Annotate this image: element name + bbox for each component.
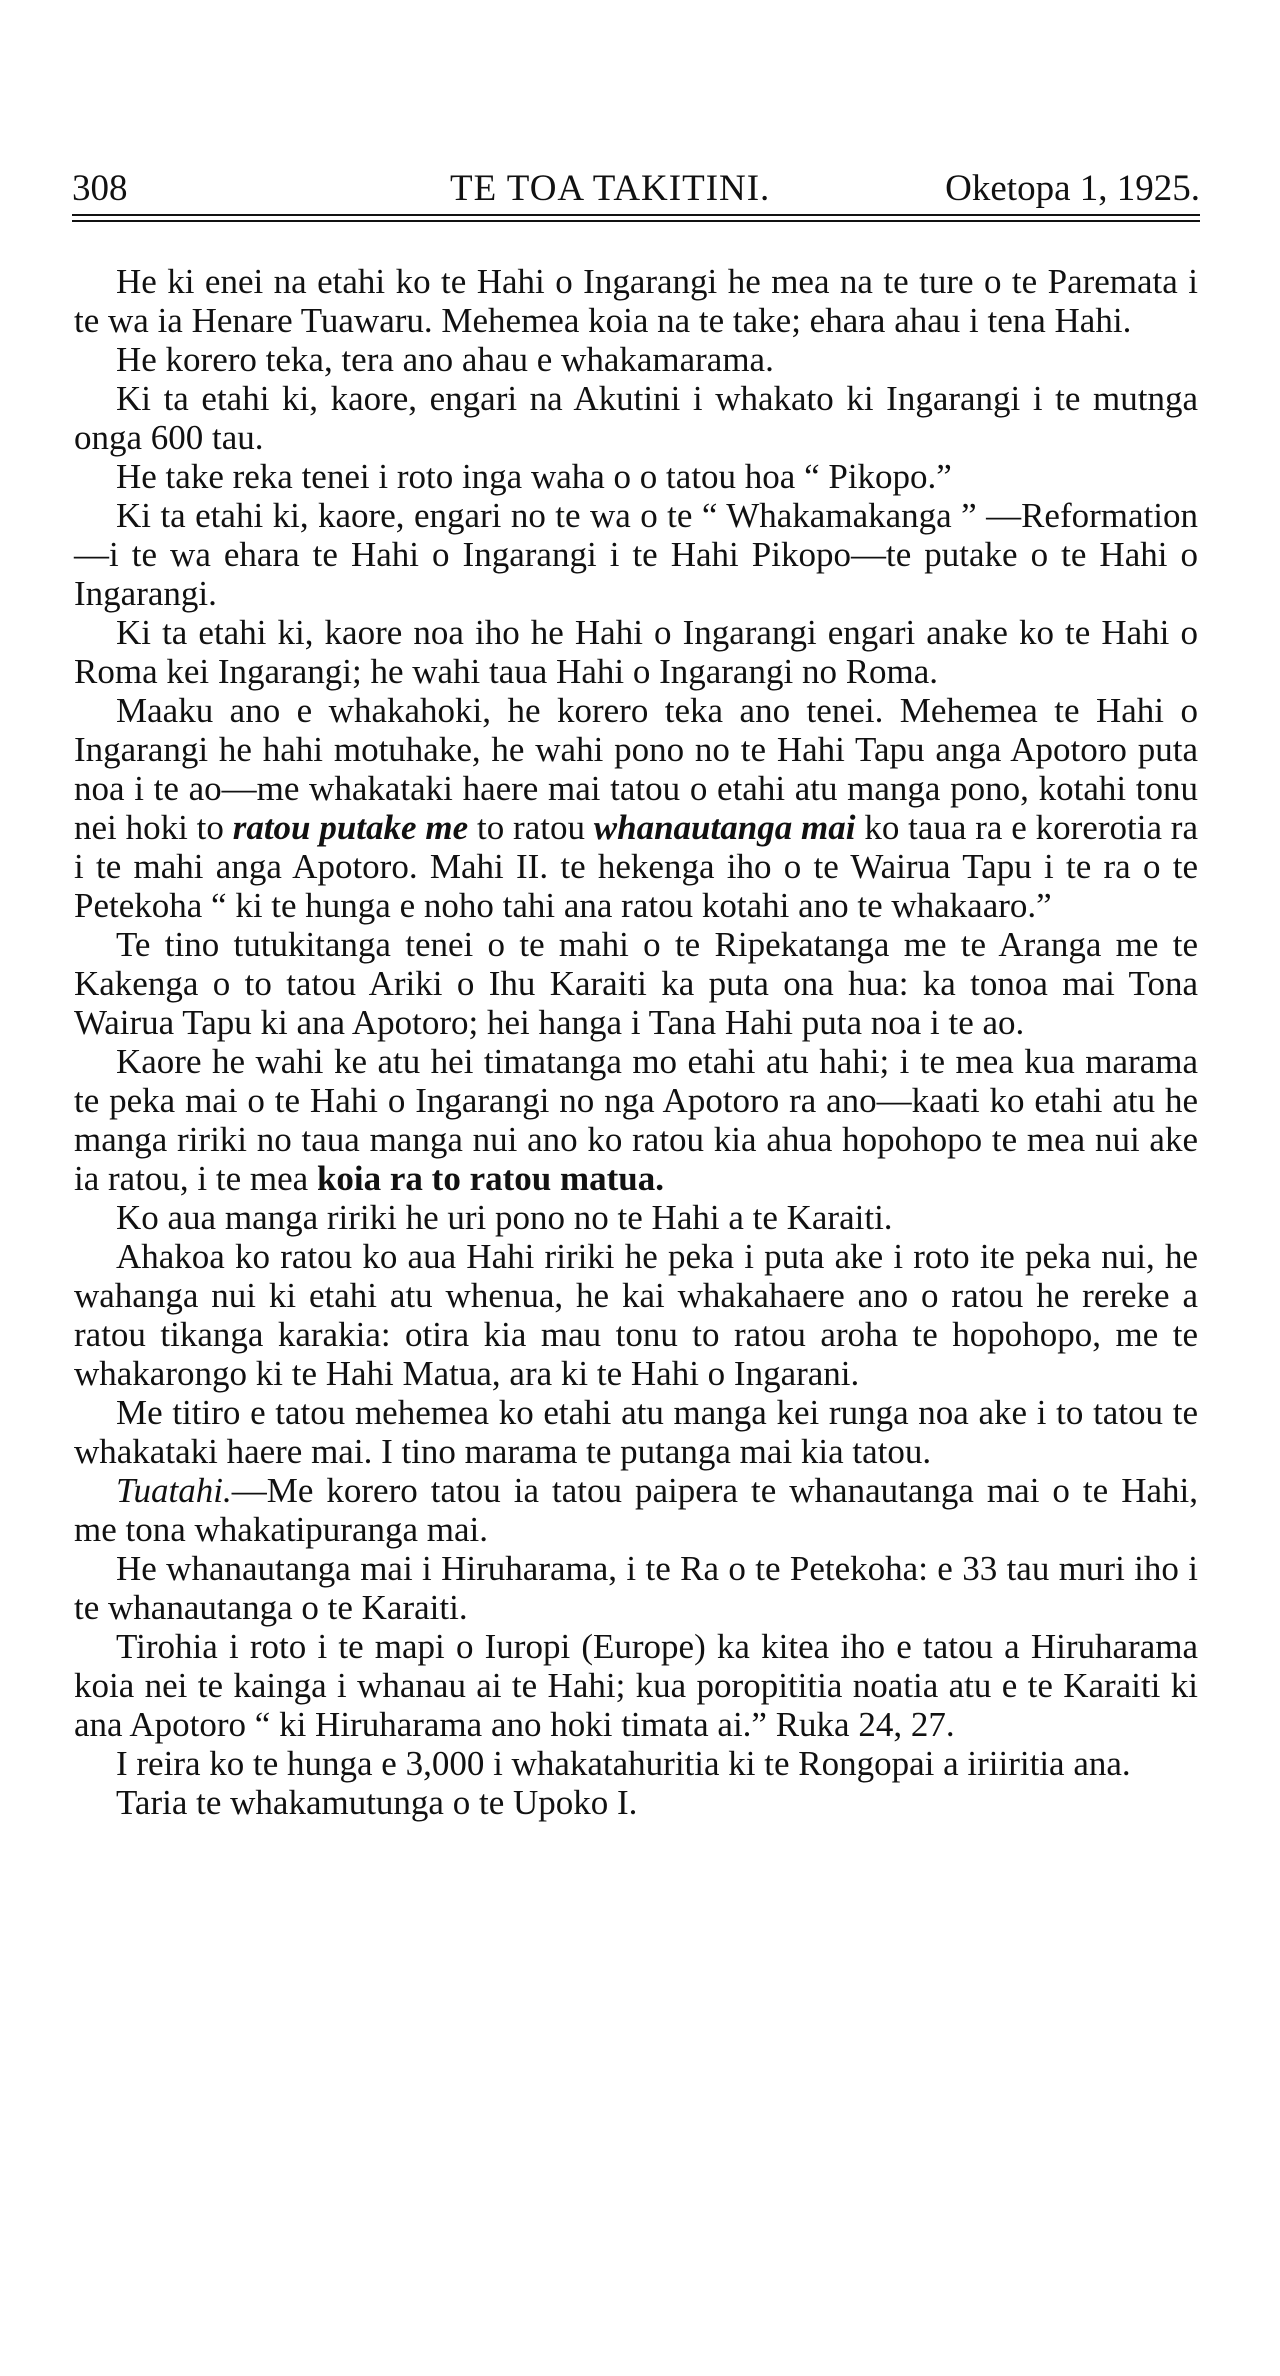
publication-title: TE TOA TAKITINI. — [450, 168, 771, 209]
paragraph-text: Maaku ano e whakahoki, he korero teka ano tenei. Mehemea te Hahi o Ingarangi he hahi motuhake, he wahi pono no te Hahi Tapu anga Apotoro puta noa i te ao—me whakataki haere mai tatou o etahi atu manga pono, kotahi tonu nei hoki to — [74, 691, 1198, 847]
emphasis-text: koia ra to ratou matua. — [316, 1159, 665, 1198]
paragraph — [74, 1198, 1198, 1237]
paragraph-text: Te tino tutukitanga tenei o te mahi o te Ripekatanga me te Aranga me te Kakenga o to tatou Ariki o Ihu Karaiti ka puta ona hua: ka tonoa mai Tona Wairua Tapu ki ana Apotoro; hei hanga i Tana Hahi puta noa i te ao. — [74, 925, 1198, 1042]
paragraph-text: He take reka tenei i roto inga waha o o tatou hoa “ Pikopo.” — [116, 457, 952, 496]
running-header — [72, 166, 1200, 212]
paragraph-text: Kaore he wahi ke atu hei timatanga mo etahi atu hahi; i te mea kua marama te peka mai o te Hahi o Ingarangi no nga Apotoro ra ano—kaati ko etahi atu he manga ririki no taua manga nui ano ko ratou kia ahua hopohopo te mea nui ake ia ratou, i te mea — [74, 1042, 1198, 1198]
paragraph — [74, 1042, 1198, 1198]
paragraph-text: I reira ko te hunga e 3,000 i whakatahuritia ki te Rongopai a iriiritia ana. — [116, 1744, 1131, 1783]
paragraph — [74, 496, 1198, 613]
paragraph-text: He ki enei na etahi ko te Hahi o Ingarangi he mea na te ture o te Paremata i te wa ia Henare Tuawaru. Mehemea koia na te take; ehara ahau i tena Hahi. — [74, 262, 1198, 340]
paragraph-text: Ki ta etahi ki, kaore, engari na Akutini i whakato ki Ingarangi i te mutnga onga 600 tau. — [74, 379, 1198, 457]
paragraph — [74, 1393, 1198, 1471]
paragraph — [74, 613, 1198, 691]
emphasis-text: ratou putake me — [232, 808, 469, 847]
paragraph-text: He korero teka, tera ano ahau e whakamarama. — [116, 340, 774, 379]
page-number: 308 — [72, 168, 128, 209]
issue-date: Oketopa 1, 1925. — [945, 168, 1200, 209]
paragraph — [74, 1783, 1198, 1822]
paragraph — [74, 1237, 1198, 1393]
paragraph-text: Taria te whakamutunga o te Upoko I. — [116, 1783, 638, 1822]
paragraph — [74, 262, 1198, 340]
paragraph — [74, 1549, 1198, 1627]
paragraph-text: —Me korero tatou ia tatou paipera te whanautanga mai o te Hahi, me tona whakatipuranga mai. — [74, 1471, 1198, 1549]
paragraph — [74, 691, 1198, 925]
paragraph-text: He whanautanga mai i Hiruharama, i te Ra o te Petekoha: e 33 tau muri iho i te whanautanga o te Karaiti. — [74, 1549, 1198, 1627]
paragraph — [74, 925, 1198, 1042]
paragraph-text: Ahakoa ko ratou ko aua Hahi ririki he peka i puta ake i roto ite peka nui, he wahanga nui ki etahi atu whenua, he kai whakahaere ano o ratou he rereke a ratou tikanga karakia: otira kia mau tonu to ratou aroha te hopohopo, me te whakarongo ki te Hahi Matua, ara ki te Hahi o Ingarani. — [74, 1237, 1198, 1393]
header-rule-top — [72, 214, 1200, 216]
paragraph-text: ko taua ra e korerotia ra i te mahi anga Apotoro. Mahi II. te hekenga iho o te Wairua Tapu i te ra o te Petekoha “ ki te hunga e noho tahi ana ratou kotahi ano te whakaaro.” — [74, 808, 1198, 925]
paragraph-text: Tirohia i roto i te mapi o Iuropi (Europe) ka kitea iho e tatou a Hiruharama koia nei te kainga i whanau ai te Hahi; kua poropititia noatia atu e te Karaiti ki ana Apotoro “ ki Hiruharama ano hoki timata ai.” Ruka 24, 27. — [74, 1627, 1198, 1744]
paragraph — [74, 379, 1198, 457]
article-body — [74, 262, 1198, 1822]
paragraph — [74, 1471, 1198, 1549]
paragraph — [74, 457, 1198, 496]
paragraph-text: Me titiro e tatou mehemea ko etahi atu manga kei runga noa ake i to tatou te whakataki haere mai. I tino marama te putanga mai kia tatou. — [74, 1393, 1198, 1471]
paragraph-text: to ratou — [468, 808, 594, 847]
header-rule-bottom — [72, 220, 1200, 222]
emphasis-text: Tuatahi. — [116, 1471, 232, 1510]
paragraph-text: Ko aua manga ririki he uri pono no te Hahi a te Karaiti. — [116, 1198, 893, 1237]
paragraph — [74, 1627, 1198, 1744]
paragraph-text: Ki ta etahi ki, kaore, engari no te wa o te “ Whakamakanga ” —Reformation—i te wa ehara te Hahi o Ingarangi i te Hahi Pikopo—te putake o te Hahi o Ingarangi. — [74, 496, 1198, 613]
paragraph-text: Ki ta etahi ki, kaore noa iho he Hahi o Ingarangi engari anake ko te Hahi o Roma kei Ingarangi; he wahi taua Hahi o Ingarangi no Roma. — [74, 613, 1198, 691]
paragraph — [74, 1744, 1198, 1783]
paragraph — [74, 340, 1198, 379]
emphasis-text: whanautanga mai — [593, 808, 856, 847]
